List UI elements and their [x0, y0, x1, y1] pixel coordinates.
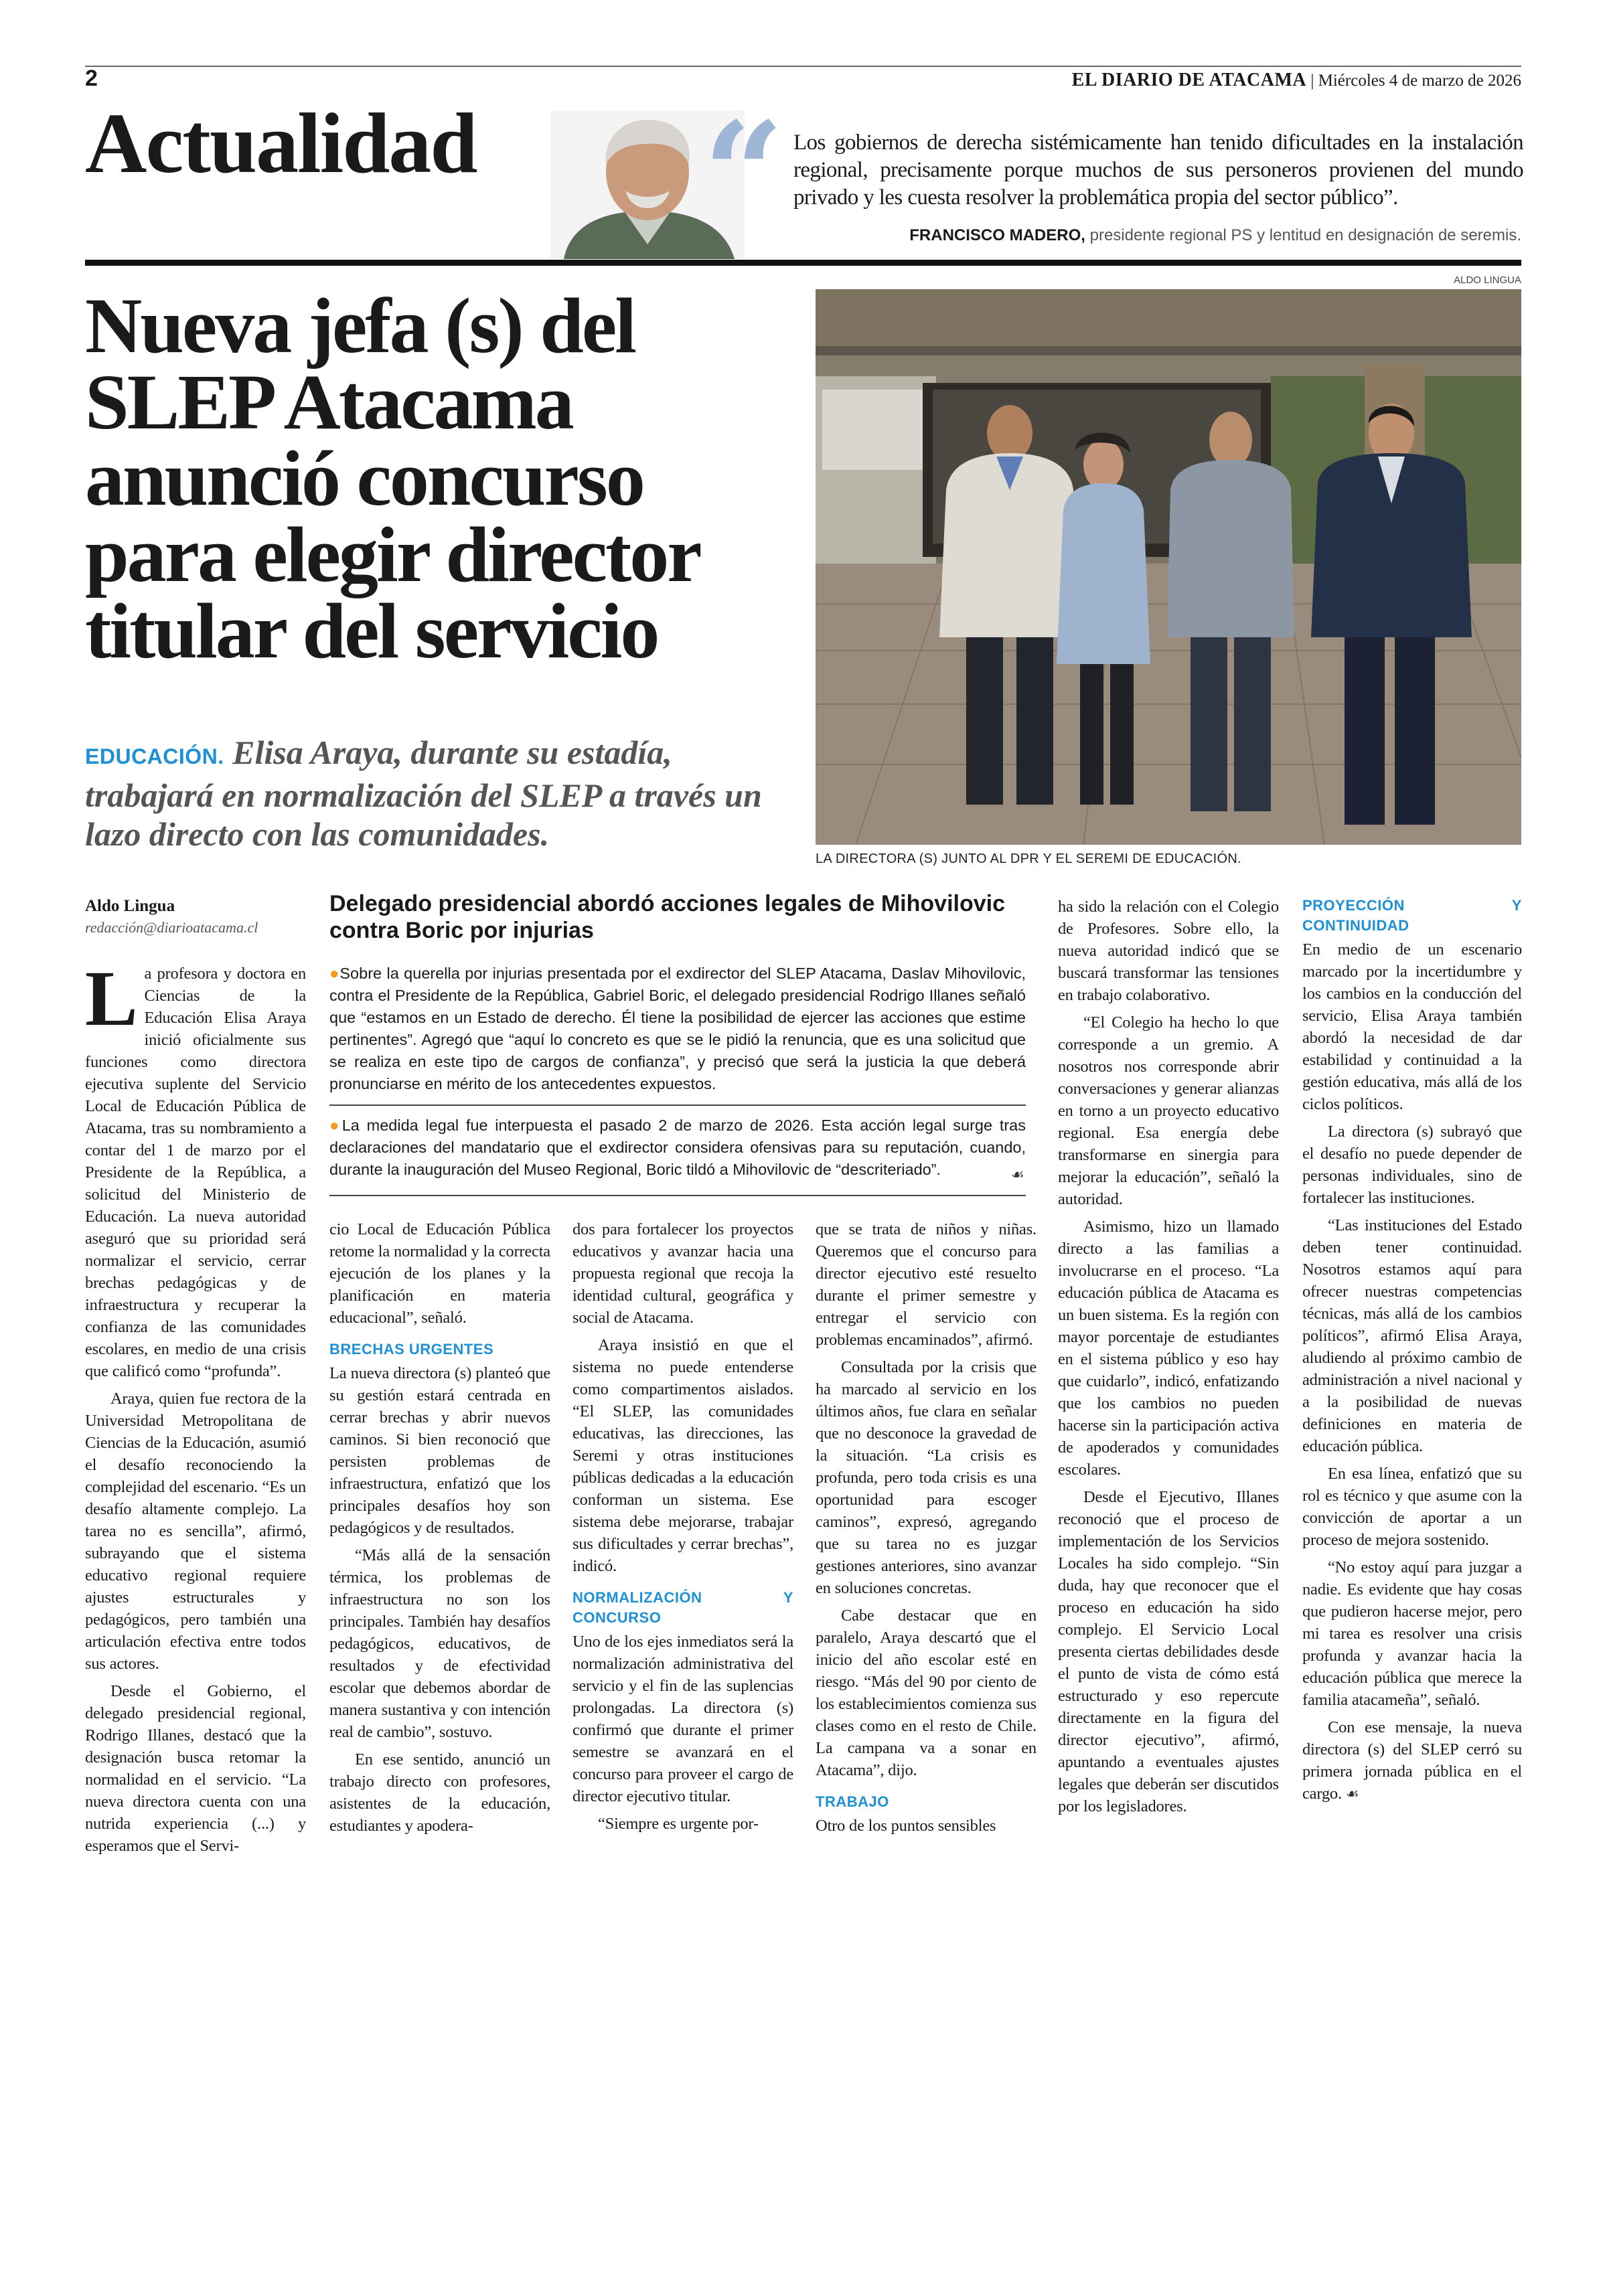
body-paragraph: Araya, quien fue rectora de la Universidad Metropolitana de Ciencias de la Educación, asumió el desafío reconociendo la complejidad del escenario. “Es un desafío altamente complejo. La tarea no es sencilla”, afirmó, subrayando que el sistema educativo regional requiere ajustes estructurales y pedagógicos, pero también una articulación efectiva entre todos sus actores.: [85, 1390, 306, 1673]
sidebar-paragraph: ●La medida legal fue interpuesta el pasado 2 de marzo de 2026. Esta acción legal surge tras declaraciones del mandatario que el exdirector considera ofensivas para su reputación, cuando, durante la inauguración del Museo Regional, Boric tildó a Mihovilovic de “descriteriado”.: [329, 1117, 1026, 1178]
body-paragraph: “Siempre es urgente por-: [598, 1815, 759, 1833]
quote-mark-icon: “: [703, 91, 784, 256]
end-mark-icon: ☙: [1011, 1166, 1024, 1183]
body-paragraph: La nueva directora (s) planteó que su gestión estará centrada en cerrar brechas y abrir nuevos caminos. Si bien reconoció que persisten problemas de infraestructura, enfatizó que los principales desafíos hoy son pedagógicos y de resultados.: [329, 1364, 550, 1537]
body-paragraph: En esa línea, enfatizó que su rol es técnico y que asume con la convicción de aportar a un proceso de mejora sostenido.: [1302, 1465, 1522, 1549]
deck: [85, 733, 795, 853]
body-paragraph: Desde el Ejecutivo, Illanes reconoció que el proceso de implementación de los Servicios Locales ha sido complejo. “Sin duda, hay que reconocer que el proceso en educación ha sido complejo. El Servicio Local presenta ciertas debilidades desde el punto de vista de cómo está estructurado y eso repercute directamente en la figura del director ejecutivo”, afirmó, apuntando a eventuales ajustes legales que deberán ser discutidos por los legisladores.: [1058, 1488, 1279, 1815]
pull-quote-text: Los gobiernos de derecha sistémicamente han tenido dificultades en la instalación regional, precisamente porque muchos de sus personeros provienen del mundo privado y les cuesta resolver la problemática propia del sector público”.: [793, 131, 1523, 210]
body-paragraph: dos para fortalecer los proyectos educativos y avanzar hacia una propuesta regional que recoja la identidad cultural, geográfica y social de Atacama.: [572, 1220, 793, 1327]
subheading: PROYECCIÓN Y CONTINUIDAD: [1302, 897, 1522, 934]
body-paragraph: Cabe destacar que en paralelo, Araya descartó que el inicio del año escolar esté en riesgo. “Más del 90 por ciento de los establecimientos comienza sus clases como en el resto de Chile. La campana va a sonar en Atacama”, dijo.: [816, 1607, 1037, 1779]
body-paragraph: La directora (s) subrayó que el desafío no puede depender de personas individuales, sino de fortalecer las instituciones.: [1302, 1123, 1522, 1207]
subheading: NORMALIZACIÓN Y CONCURSO: [572, 1589, 793, 1626]
body-paragraph: “El Colegio ha hecho lo que corresponde a un gremio. A nosotros nos corresponde abrir conversaciones y generar alianzas en torno a un proyecto educativo regional. Esa energía debe transformarse en sinergia para mejorar la educación”, señaló la autoridad.: [1058, 1013, 1279, 1208]
body-paragraph: que se trata de niños y niñas. Queremos que el concurso para director ejecutivo esté resuelto durante el primer semestre y entregar el servicio con problemas encaminados”, afirmó.: [816, 1220, 1037, 1349]
body-paragraph: cio Local de Educación Pública retome la normalidad y la correcta ejecución de los planes y la planificación en materia educacional”, señaló.: [329, 1220, 550, 1327]
section-divider: [85, 260, 1521, 266]
body-paragraph: En medio de un escenario marcado por la incertidumbre y los cambios en la conducción del servicio, Elisa Araya también abordó la necesidad de dar estabilidad y continuidad a la gestión educativa, más allá de los ciclos políticos.: [1302, 940, 1522, 1113]
sidebar-paragraph: ●Sobre la querella por injurias presentada por el exdirector del SLEP Atacama, Daslav Mihovilovic, contra el Presidente de la República, Gabriel Boric, el delegado presidencial Rodrigo Illanes señaló que “estamos en un Estado de derecho. Él tiene la posibilidad de ejercer las acciones que estime pertinentes”. Agregó que “aquí lo concreto es que se le pidió la renuncia, que es una solicitud que se realiza en este tipo de cargos de confianza”, y precisó que será la justicia la que deberá pronunciarse en mérito de los antecedentes expuestos.: [329, 965, 1026, 1092]
issue-date: Miércoles 4 de marzo de 2026: [1318, 72, 1521, 90]
photo-caption: LA DIRECTORA (S) JUNTO AL DPR Y EL SEREMI DE EDUCACIÓN.: [816, 851, 1241, 866]
quote-author-role: presidente regional PS y lentitud en designación de seremis.: [1089, 226, 1521, 244]
bullet-icon: ●: [329, 965, 340, 983]
body-column-2: [329, 1218, 550, 1842]
sidebar-divider: [329, 1104, 1026, 1106]
section-title: Actualidad: [85, 96, 477, 191]
newspaper-name: EL DIARIO DE ATACAMA: [1071, 70, 1307, 90]
body-paragraph: ha sido la relación con el Colegio de Profesores. Sobre ello, la nueva autoridad indicó que se buscará transformar las tensiones en trabajo colaborativo.: [1058, 898, 1279, 1004]
body-column-1: [85, 955, 306, 1862]
body-paragraph: “Más allá de la sensación térmica, los problemas de infraestructura no son los principales. También hay desafíos pedagógicos, educativos, de resultados y de efectividad escolar que debemos abordar de manera sustantiva y con intención real de cambio”, sostuvo.: [329, 1546, 550, 1741]
drop-cap: L: [85, 955, 138, 1042]
sidebar-title: Delegado presidencial abordó acciones legales de Mihovilovic contra Boric por injurias: [329, 891, 1005, 943]
quote-author: FRANCISCO MADERO,: [909, 226, 1085, 244]
kicker: EDUCACIÓN.: [85, 744, 224, 768]
body-paragraph: Consultada por la crisis que ha marcado al servicio en los últimos años, fue clara en señalar que no desconoce la gravedad de la situación. “La crisis es profunda, pero toda crisis es una oportunidad para escoger caminos”, expresó, agregando que su tarea no es juzgar gestiones anteriores, sino avanzar en soluciones concretas.: [816, 1358, 1037, 1597]
top-rule: [85, 66, 1521, 67]
main-photo: [816, 289, 1521, 845]
body-paragraph: En ese sentido, anunció un trabajo directo con profesores, asistentes de la educación, estudiantes y apodera-: [329, 1750, 550, 1835]
sidebar-bottom-rule: [329, 1195, 1026, 1196]
body-paragraph: Araya insistió en que el sistema no puede entenderse como compartimentos aislados. “El SLEP, las comunidades educativas, las direcciones, las Seremi y otras instituciones públicas dedicadas a la educación conforman un sistema. Ese sistema debe mejorarse, trabajar sus dificultades y cerrar brechas”, indicó.: [572, 1336, 793, 1575]
byline-email: redacción@diarioatacama.cl: [85, 919, 258, 936]
subheading: BRECHAS URGENTES: [329, 1341, 494, 1358]
body-column-3: [572, 1218, 793, 1840]
body-paragraph: “No estoy aquí para juzgar a nadie. Es evidente que hay cosas que pudieron hacerse mejor, pero mi tarea es resolver una crisis profunda y avanzar hacia la educación pública que merece la familia atacameña”, señaló.: [1302, 1558, 1522, 1709]
byline-name: Aldo Lingua: [85, 897, 175, 915]
body-paragraph: Otro de los puntos sensibles: [816, 1817, 996, 1835]
body-paragraph: Desde el Gobierno, el delegado presidencial regional, Rodrigo Illanes, destacó que la designación busca retomar la normalidad en el servicio. “La nueva directora cuenta con una nutrida experiencia (...) y esperamos que el Servi-: [85, 1682, 306, 1855]
body-column-4: [816, 1218, 1037, 1842]
subheading: TRABAJO: [816, 1793, 889, 1810]
masthead: EL DIARIO DE ATACAMA | Miércoles 4 de marzo de 2026: [1071, 70, 1521, 90]
photo-credit: ALDO LINGUA: [1454, 274, 1521, 286]
page-number: 2: [85, 66, 98, 91]
body-paragraph: Con ese mensaje, la nueva directora (s) del SLEP cerró su primera jornada pública en el cargo. ☙: [1302, 1718, 1522, 1803]
deck-text: Elisa Araya, durante su estadía, trabajará en normalización del SLEP a través un lazo directo con las comunidades.: [85, 734, 762, 853]
body-paragraph: Uno de los ejes inmediatos será la normalización administrativa del servicio y el fin de las suplencias prolongadas. La directora (s) confirmó que durante el primer semestre se avanzará en el concurso para proveer el cargo de director ejecutivo titular.: [572, 1633, 793, 1805]
pull-quote-credit: [909, 226, 1521, 245]
body-column-5: [1058, 896, 1279, 1823]
body-paragraph: Asimismo, hizo un llamado directo a las familias a involucrarse en el proceso. “La educación pública de Atacama es un buen sistema. Es la región con mayor porcentaje de estudiantes en el sistema público y eso hay que cuidarlo”, indicó, enfatizando que los cambios no pueden hacerse sin la participación activa de apoderados y comunidades escolares.: [1058, 1218, 1279, 1479]
body-column-6: [1302, 896, 1522, 1810]
headline: Nueva jefa (s) del SLEP Atacama anunció concurso para elegir director titular del servicio: [85, 282, 699, 675]
end-mark-icon: ☙: [1345, 1785, 1359, 1802]
bullet-icon: ●: [329, 1117, 342, 1135]
body-paragraph: “Las instituciones del Estado deben tener continuidad. Nosotros estamos aquí para ofrecer nuestras competencias técnicas, más allá de los cambios políticos”, afirmó Elisa Araya, aludiendo al próximo cambio de administración a nivel nacional y a la posibilidad de nuevas definiciones en materia de educación pública.: [1302, 1216, 1522, 1455]
body-paragraph: La profesora y doctora en Ciencias de la Educación Elisa Araya inició oficialmente sus funciones como directora ejecutiva suplente del Servicio Local de Educación Pública de Atacama, tras su nombramiento a contar del 1 de marzo por el Presidente de la República, a solicitud del Ministerio de Educación. La nueva autoridad aseguró que su prioridad será normalizar el servicio, cerrar brechas pedagógicas y de infraestructura y recuperar la confianza de las comunidades escolares, en medio de una crisis que calificó como “profunda”.: [85, 955, 306, 1380]
